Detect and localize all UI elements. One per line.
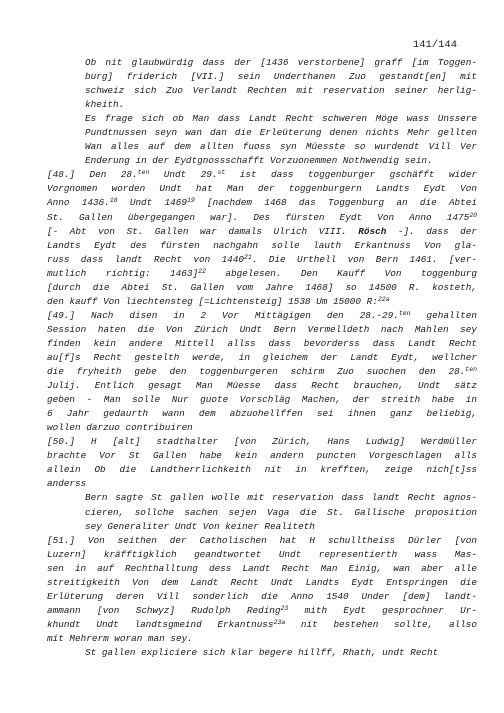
text-line [47,632,477,646]
text-run: kheith. [85,99,125,111]
text-run: finden kein andere Mittell allss dass bevorderss dass Landt Recht [47,337,477,349]
text-line [47,407,477,421]
text-line [47,239,477,253]
text-run: nit bestehen sollte, allso [285,618,477,630]
text-run: Wan alles auf dem allten fuoss syn Müesste so wurdendt Vill Ver [85,141,477,153]
document-body [47,56,477,660]
text-run: sen in auf Rechthalltung dess Landt Recht Man Einig, wan aber alle [47,562,477,574]
text-run: St gallen expliciere sich klar begere hillff, Rhath, undt Recht [85,646,439,658]
text-line [47,449,477,463]
text-run: -]. dass der [386,225,477,237]
text-run: schweiz sich Zuo Verlandt Rechten mit reservation seiner herlig- [85,85,477,97]
text-run: Luzern] kräfftigklich geandtwortet Undt representierth wass Mas- [47,548,477,560]
text-run: wollen darzuo contribuiren [47,422,193,434]
text-line [47,576,477,590]
text-run: [48.] Den 28. [47,169,138,181]
text-run: au[f]s Recht gestelth werde, in gleichem der Landt Eydt, wellcher [47,351,477,363]
footnote-ref: ten [465,366,477,374]
paragraph [47,309,477,435]
text-run: cieren, sollche sachen sejen Vaga die St. Gallische proposition [85,506,477,518]
text-line [47,281,477,295]
text-run: ammann [von Schwyz] Rudolph Reding [47,604,281,616]
text-line [47,618,477,632]
text-run: streitigkeith Von dem Landt Recht Undt Landts Eydt Entspringen die [47,576,477,588]
text-line [47,168,477,182]
text-line [47,295,477,309]
text-run: brachte Vor St Gallen habe kein andern puncten Vorgeschlagen alls [47,450,477,462]
text-line [47,590,477,604]
text-line [47,182,477,196]
text-run: khundt Undt landtsgmeind Erkantnuss [47,618,274,630]
text-run: Landts Eydt des fürsten nachgahn solle lauth Erkantnuss Von gla- [47,239,477,251]
text-line [85,491,477,505]
text-run: Undt 29. [149,169,218,181]
text-line [47,365,477,379]
paragraph [47,646,477,660]
text-run: St. Gallen übergegangen war]. Des fürsten Eydt Von Anno 1475 [47,211,470,223]
text-line [85,506,477,520]
text-run: [50.] H [alt] stadthalter [von Zürich, Hans Ludwig] Werdmüller [47,436,477,448]
text-line [47,225,477,239]
footnote-ref: 22 [198,267,206,275]
text-run: mith Eydt gesprochner Ur- [288,604,477,616]
text-run: [49.] Nach disen in 2 Vor Mittägigen den 28.-29. [47,309,399,321]
text-run: 6 Jahr gedaurth wann dem abzuohellffen sei ihnen ganz beliebig, [47,408,477,420]
text-line [47,211,477,225]
text-line [47,337,477,351]
text-line [85,520,477,534]
text-run: Anno 1436. [47,197,110,209]
text-run: den kauff Von liechtensteg [=Lichtensteig] 1538 Um 15000 R: [47,295,378,307]
paragraph [47,435,477,491]
text-run: [nachdem 1468 das Toggenburg an die Abtei [194,197,477,209]
text-line [85,56,477,70]
text-line [85,140,477,154]
text-run: . Die Urthell von Bern 1461. [ver- [251,253,477,265]
text-run: mit Mehrerm woran man sey. [47,632,193,644]
text-run: sey Generaliter Undt Von keiner Realiteth [85,520,315,532]
text-line [47,253,477,267]
text-run: Session haten die Von Zürich Undt Bern Vermelldeth nach Mahlen sey [47,323,477,335]
text-run: Vorgnomen worden Undt hat Man der toggenburgern Landts Eydt Von [47,183,477,195]
text-line [47,548,477,562]
footnote-ref: 19 [186,197,195,205]
text-run: Ob nit glaubwürdig dass der [1436 verstorbene] graff [im Toggen- [85,57,477,68]
text-line [47,196,477,210]
text-line [85,646,477,660]
bold-name: Rösch [358,225,387,237]
text-line [47,393,477,407]
text-line [85,126,477,140]
text-line [47,421,477,435]
text-run: anderss [47,478,87,490]
text-run: [51.] Von seithen der Catholischen hat H schulltheiss Dürler [von [47,534,477,546]
text-line [47,309,477,323]
text-run: geben - Man solle Nur guote Vorschläg Machen, der streith habe in [47,394,477,406]
text-line [47,477,477,491]
text-line [85,84,477,98]
footnote-ref: ten [137,169,150,177]
page-number: 141/144 [412,39,457,51]
text-line [85,112,477,126]
text-line [47,351,477,365]
footnote-ref: 22a [377,295,390,303]
text-run: burg] friderich [VII.] sein Underthanen Zuo gestandt[en] mit [85,71,477,83]
text-run: Enderung in der Eydtgnossschafft Vorzuonemmen Nothwendig sein. [85,155,433,167]
text-run: Pundtnussen seyn wan dan die Erleüterung denen nichts Mehr gellten [85,127,477,139]
text-line [85,70,477,84]
text-line [47,604,477,618]
footnote-ref: 18 [109,197,118,205]
text-run: die fryheith gebe den toggenburgeren schirm Zuo suochen den 28. [47,366,466,378]
text-run: mutlich richtig: 1463] [47,267,199,279]
paragraph [47,56,477,112]
text-run: [- Abt von St. Gallen war damals Ulrich VIII. [47,225,359,237]
text-run: [durch die Abtei St. Gallen vom Jahre 1468] so 14500 R. kosteth, [47,281,477,293]
text-run: ist dass toggenburger gschäfft wider [225,169,477,181]
paragraph [47,112,477,168]
text-line [85,98,477,112]
paragraph [47,534,477,646]
text-line [85,154,477,168]
text-run: Es frage sich ob Man dass Landt Recht schweren Möge wass Unssere [85,113,477,125]
footnote-ref: 23a [273,618,286,626]
text-run: russ dass landt Recht von 1440 [47,253,244,265]
text-line [47,534,477,548]
footnote-ref: 23 [280,604,289,612]
text-line [47,435,477,449]
text-line [47,463,477,477]
footnote-ref: 21 [244,253,252,261]
text-line [47,267,478,281]
text-run: Julij. Entlich gesagt Man Müesse dass Recht brauchen, Undt sätz [47,380,477,392]
footnote-ref: ten [398,309,411,317]
text-line [47,562,477,576]
text-line [47,323,477,337]
footnote-ref: 20 [469,211,477,219]
text-run: Bern sagte St gallen wolle mit reservation dass landt Recht agnos- [85,492,477,504]
text-run: allein Ob die Landtherrlichkeith nit in krefften, zeige nich[t]ss [47,464,477,476]
text-line [47,379,477,393]
footnote-ref: st [217,169,226,177]
paragraph [47,491,477,533]
text-run: Undt 1469 [117,197,187,209]
text-run: gehallten [410,309,477,321]
text-run: abgelesen. Den Kauff Von toggenburg [205,267,478,279]
paragraph [47,168,477,308]
text-run: Erlüterung deren Vill sonderlich die Anno 1540 Under [dem] landt- [47,590,477,602]
